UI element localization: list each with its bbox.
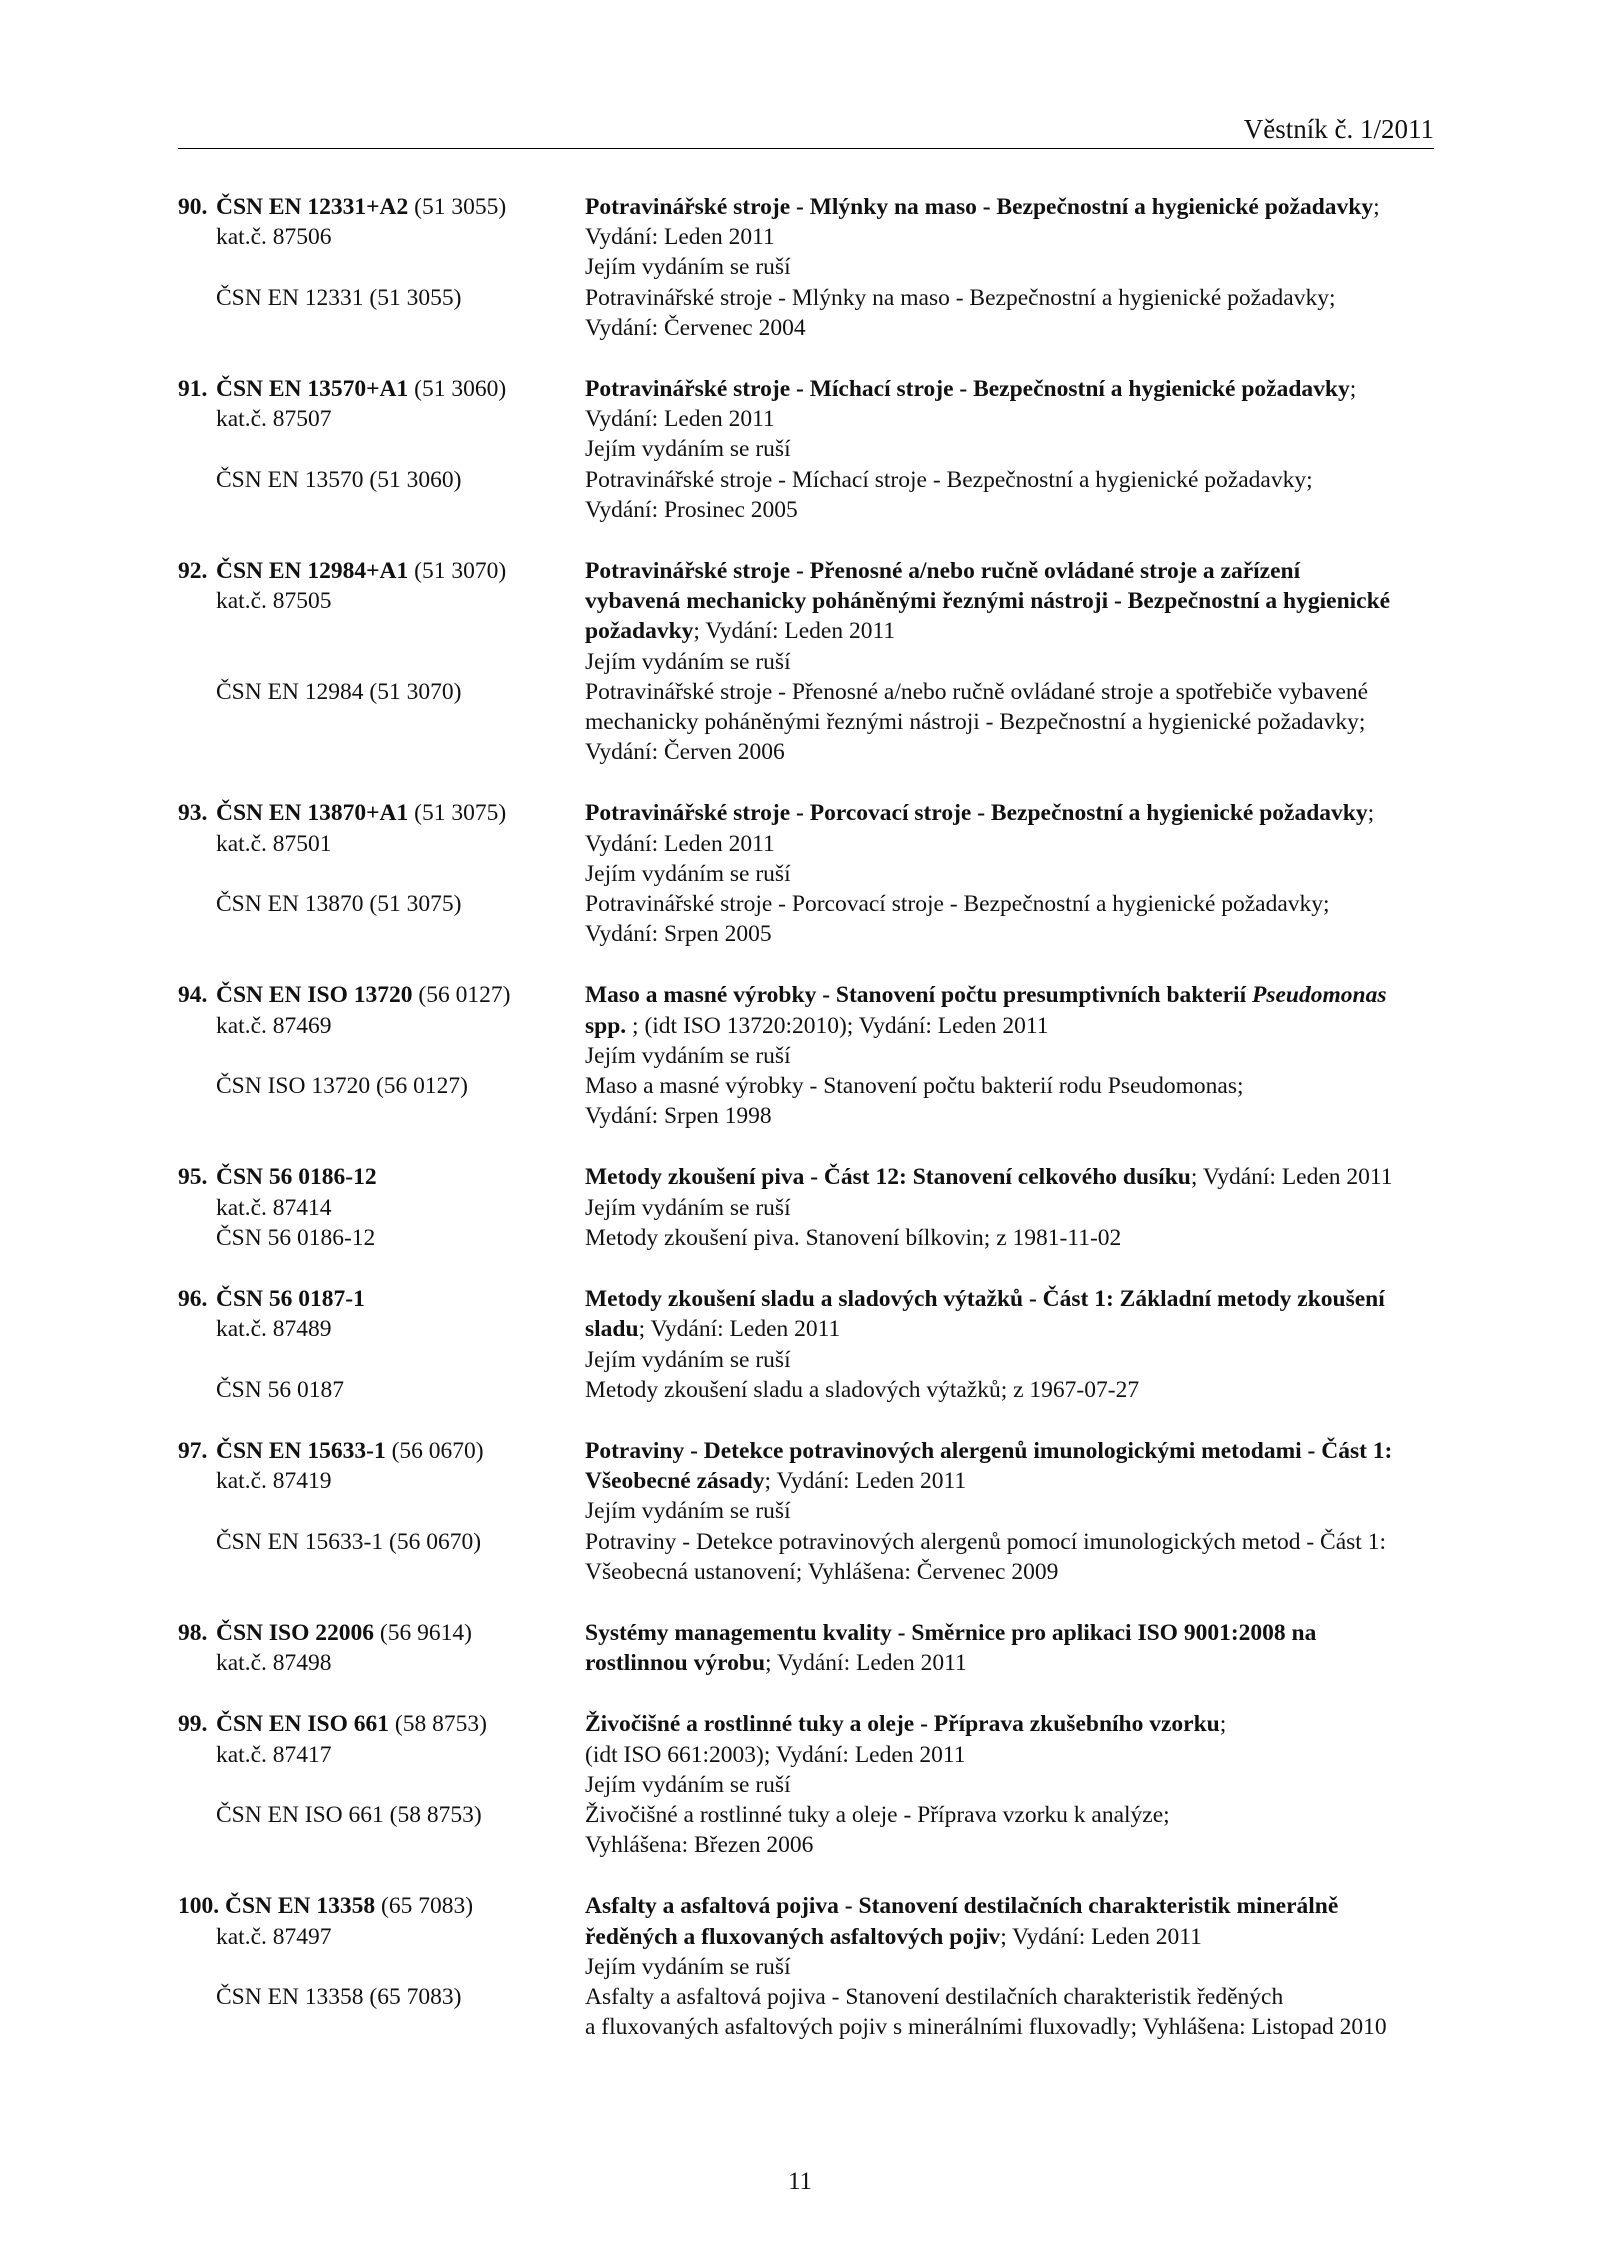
standard-title-line: Všeobecné zásady (585, 1468, 765, 1495)
standard-entry-93: 93. ČSN EN 13870+A1 (51 3075) Potravinářské stroje - Porcovací stroje - Bezpečnostní a hygienické požadavky; kat.č. 87501 Vydání: Leden 2011 Jejím vydáním se ruší ČSN EN 13870 (51 3075) Potravinářské stroje - Porcovací stroje - Bezpečnostní a hygienické požadavky; Vydání: Srpen 2005 (178, 800, 1375, 948)
standard-code: ČSN 56 0186-12 (216, 1164, 377, 1191)
cancellation-note: Jejím vydáním se ruší (585, 436, 791, 463)
replaced-standard-code: ČSN EN 13870 (51 3075) (216, 891, 462, 918)
cancellation-note: Jejím vydáním se ruší (585, 860, 791, 887)
replaced-standard-title: Maso a masné výrobky - Stanovení počtu bakterií rodu Pseudomonas; (585, 1073, 1244, 1100)
standard-code: ČSN EN 15633-1 (216, 1437, 386, 1464)
replaced-standard-code: ČSN 56 0187 (216, 1376, 344, 1403)
standard-entry-100 (178, 1891, 1438, 2042)
page-number: 11 (787, 2168, 813, 2195)
standard-entry-94 (178, 980, 1438, 1131)
standard-title-line: Metody zkoušení sladu a sladových výtažků - Část 1: Základní metody zkoušení (585, 1286, 1385, 1313)
standard-title-line: vybavená mechanicky poháněnými řeznými nástroji - Bezpečnostní a hygienické (585, 588, 1391, 615)
replaced-standard-title-line: mechanicky poháněnými řeznými nástroji - Bezpečnostní a hygienické požadavky; (585, 709, 1366, 736)
standard-code: ČSN EN ISO 661 (216, 1711, 390, 1738)
catalog-number: kat.č. 87507 (216, 406, 332, 433)
cancellation-note: Jejím vydáním se ruší (585, 1771, 791, 1798)
catalog-number: kat.č. 87506 (216, 224, 332, 251)
class-code: (58 8753) (394, 1711, 487, 1738)
issue-date: ; Vydání: Leden 2011 (638, 1316, 841, 1343)
standard-entry-92 (178, 556, 1438, 767)
standards-list (178, 192, 1438, 2073)
standard-code: ČSN ISO 22006 (216, 1619, 375, 1646)
catalog-number: kat.č. 87497 (216, 1923, 332, 1950)
replaced-standard-title-line: Všeobecná ustanovení; Vyhlášena: Červenec 2009 (585, 1558, 1059, 1585)
replaced-issue-date: Vydání: Červenec 2004 (585, 314, 806, 341)
standard-title: Potravinářské stroje - Míchací stroje - Bezpečnostní a hygienické požadavky (585, 376, 1350, 403)
standard-title-line: Potraviny - Detekce potravinových alergenů imunologickými metodami - Část 1: (585, 1437, 1393, 1464)
replaced-standard-code: ČSN EN 13570 (51 3060) (216, 466, 462, 493)
bulletin-title: Věstník č. 1/2011 (1243, 114, 1434, 144)
replaced-standard-code: ČSN ISO 13720 (56 0127) (216, 1073, 468, 1100)
standard-entry-98 (178, 1618, 1438, 1678)
replaced-standard-code: ČSN EN 13358 (65 7083) (216, 1983, 462, 2010)
standard-entry-90: 90. ČSN EN 12331+A2 (51 3055) Potravinářské stroje - Mlýnky na maso - Bezpečnostní a hygienické požadavky; kat.č. 87506 Vydání: Leden 2011 Jejím vydáním se ruší ČSN EN 12331 (51 3055) Potravinářské stroje - Mlýnky na maso - Bezpečnostní a hygienické požadavky; Vydání: Červenec 2004 (178, 194, 1380, 341)
replaced-standard-title-line: a fluxovaných asfaltových pojiv s minerálními fluxovadly; Vyhlášena: Listopad 2010 (585, 2014, 1387, 2041)
catalog-number: kat.č. 87498 (216, 1650, 332, 1677)
issue-date: ; Vydání: Leden 2011 (765, 1650, 967, 1677)
catalog-number: kat.č. 87417 (216, 1741, 332, 1768)
class-code: (56 9614) (379, 1619, 472, 1646)
replaced-standard-title-line: Potraviny - Detekce potravinových alergenů pomocí imunologických metod - Část 1: (585, 1528, 1386, 1555)
standard-title-line: Potravinářské stroje - Přenosné a/nebo ručně ovládané stroje a zařízení (585, 558, 1301, 585)
entry-number: 95. (178, 1164, 208, 1191)
replaced-issue-date: Vydání: Prosinec 2005 (585, 496, 798, 523)
standard-code: ČSN EN 13870+A1 (216, 800, 409, 827)
entry-number: 98. (178, 1619, 208, 1646)
standard-title-line: ředěných a fluxovaných asfaltových pojiv (585, 1923, 1001, 1950)
issue-date: Vydání: Leden 2011 (585, 830, 775, 857)
entry-number: 93. (178, 800, 208, 827)
standard-entry-97 (178, 1436, 1438, 1587)
catalog-number: kat.č. 87501 (216, 830, 332, 857)
issue-date: ; Vydání: Leden 2011 (764, 1468, 967, 1495)
catalog-number: kat.č. 87414 (216, 1194, 332, 1221)
cancellation-note: Jejím vydáním se ruší (585, 1194, 791, 1221)
class-code: (65 7083) (381, 1893, 474, 1920)
standard-entry-96 (178, 1284, 1438, 1405)
cancellation-note: Jejím vydáním se ruší (585, 648, 791, 675)
issue-date: ; (idt ISO 13720:2010); Vydání: Leden 2011 (626, 1012, 1049, 1039)
issue-date: ; Vydání: Leden 2011 (693, 618, 896, 645)
standard-title: Maso a masné výrobky - Stanovení počtu presumptivních bakterií (585, 982, 1252, 1009)
entry-number: 91. (178, 376, 208, 403)
issue-date: Vydání: Leden 2011 (585, 406, 775, 433)
standard-title: Metody zkoušení piva - Část 12: Stanovení celkového dusíku (585, 1164, 1191, 1191)
standard-title-line: sladu (585, 1316, 639, 1343)
standard-title-cont: spp. (585, 1012, 627, 1039)
entry-number: 100. (178, 1893, 220, 1920)
replaced-standard-title: Potravinářské stroje - Mlýnky na maso - Bezpečnostní a hygienické požadavky; (585, 284, 1336, 311)
replaced-standard-code: ČSN EN 12984 (51 3070) (216, 678, 462, 705)
standard-title-line: Asfalty a asfaltová pojiva - Stanovení destilačních charakteristik minerálně (585, 1893, 1339, 1920)
replaced-standard-title: Potravinářské stroje - Míchací stroje - Bezpečnostní a hygienické požadavky; (585, 466, 1313, 493)
catalog-number: kat.č. 87419 (216, 1468, 332, 1495)
standard-code: ČSN EN 12984+A1 (216, 558, 409, 585)
catalog-number: kat.č. 87489 (216, 1316, 332, 1343)
standard-entry-99: 99. ČSN EN ISO 661 (58 8753) Živočišné a rostlinné tuky a oleje - Příprava zkušebního vzorku; kat.č. 87417 (idt ISO 661:2003); Vydání: Leden 2011 Jejím vydáním se ruší ČSN EN ISO 661 (58 8753) Živočišné a rostlinné tuky a oleje - Příprava vzorku k analýze; Vyhlášena: Březen 2006 (178, 1711, 1227, 1859)
issue-date: ; Vydání: Leden 2011 (1190, 1164, 1393, 1191)
issue-date: ; Vydání: Leden 2011 (1000, 1923, 1202, 1950)
standard-title-line: rostlinnou výrobu (585, 1650, 766, 1677)
standard-title: Potravinářské stroje - Mlýnky na maso - Bezpečnostní a hygienické požadavky (585, 194, 1374, 220)
issue-date: Vydání: Leden 2011 (585, 224, 775, 251)
cancellation-note: Jejím vydáním se ruší (585, 1042, 791, 1069)
standard-title-line: Systémy managementu kvality - Směrnice pro aplikaci ISO 9001:2008 na (585, 1619, 1317, 1646)
standard-code: ČSN EN ISO 13720 (216, 982, 413, 1009)
cancellation-note: Jejím vydáním se ruší (585, 1346, 791, 1373)
standard-entry-95 (178, 1162, 1438, 1253)
replaced-standard-title-line: Potravinářské stroje - Přenosné a/nebo ručně ovládané stroje a spotřebiče vybavené (585, 678, 1369, 705)
replaced-issue-date: Vydání: Srpen 1998 (585, 1103, 772, 1130)
standard-title-italic: Pseudomonas (1252, 982, 1387, 1009)
replaced-standard-title: Metody zkoušení piva. Stanovení bílkovin; z 1981-11-02 (585, 1224, 1122, 1251)
class-code: (51 3060) (414, 376, 507, 403)
entry-number: 92. (178, 558, 208, 585)
standard-title-line: požadavky (585, 618, 694, 645)
class-code: (51 3070) (414, 558, 507, 585)
catalog-number: kat.č. 87505 (216, 588, 332, 615)
standard-title: Živočišné a rostlinné tuky a oleje - Příprava zkušebního vzorku (585, 1711, 1220, 1738)
replaced-standard-code: ČSN 56 0186-12 (216, 1224, 376, 1251)
replaced-standard-code: ČSN EN 15633-1 (56 0670) (216, 1528, 482, 1555)
class-code: (51 3075) (414, 800, 507, 827)
standard-code: ČSN EN 13570+A1 (216, 376, 409, 403)
standard-title: Potravinářské stroje - Porcovací stroje - Bezpečnostní a hygienické požadavky (585, 800, 1368, 827)
standard-entry-91: 91. ČSN EN 13570+A1 (51 3060) Potravinářské stroje - Míchací stroje - Bezpečnostní a hygienické požadavky; kat.č. 87507 Vydání: Leden 2011 Jejím vydáním se ruší ČSN EN 13570 (51 3060) Potravinářské stroje - Míchací stroje - Bezpečnostní a hygienické požadavky; Vydání: Prosinec 2005 (178, 376, 1357, 523)
entry-number: 94. (178, 982, 208, 1009)
replaced-standard-code: ČSN EN 12331 (51 3055) (216, 284, 462, 311)
cancellation-note: Jejím vydáním se ruší (585, 1498, 791, 1525)
replaced-standard-title: Potravinářské stroje - Porcovací stroje - Bezpečnostní a hygienické požadavky; (585, 891, 1330, 918)
class-code: (56 0670) (391, 1437, 484, 1464)
cancellation-note: Jejím vydáním se ruší (585, 1953, 791, 1980)
catalog-number: kat.č. 87469 (216, 1012, 332, 1039)
replaced-standard-title-line: Asfalty a asfaltová pojiva - Stanovení destilačních charakteristik ředěných (585, 1983, 1284, 2010)
entry-number: 97. (178, 1437, 208, 1464)
replaced-issue-date: Vydání: Srpen 2005 (585, 921, 772, 948)
class-code: (56 0127) (418, 982, 511, 1009)
entry-number: 90. (178, 194, 208, 220)
replaced-standard-title: Živočišné a rostlinné tuky a oleje - Příprava vzorku k analýze; (585, 1801, 1170, 1828)
class-code: (51 3055) (414, 194, 507, 220)
cancellation-note: Jejím vydáním se ruší (585, 254, 791, 281)
issue-date: (idt ISO 661:2003); Vydání: Leden 2011 (585, 1741, 966, 1768)
replaced-issue-date: Vydání: Červen 2006 (585, 739, 785, 766)
standard-code: ČSN 56 0187-1 (216, 1286, 365, 1313)
standard-code: ČSN EN 12331+A2 (216, 194, 409, 220)
entry-number: 99. (178, 1711, 208, 1738)
replaced-issue-date: Vyhlášena: Březen 2006 (585, 1832, 814, 1859)
replaced-standard-code: ČSN EN ISO 661 (58 8753) (216, 1801, 482, 1828)
entry-number: 96. (178, 1286, 208, 1313)
standard-code: ČSN EN 13358 (225, 1893, 376, 1920)
replaced-standard-title: Metody zkoušení sladu a sladových výtažků; z 1967-07-27 (585, 1376, 1140, 1403)
page-header (178, 112, 1434, 149)
